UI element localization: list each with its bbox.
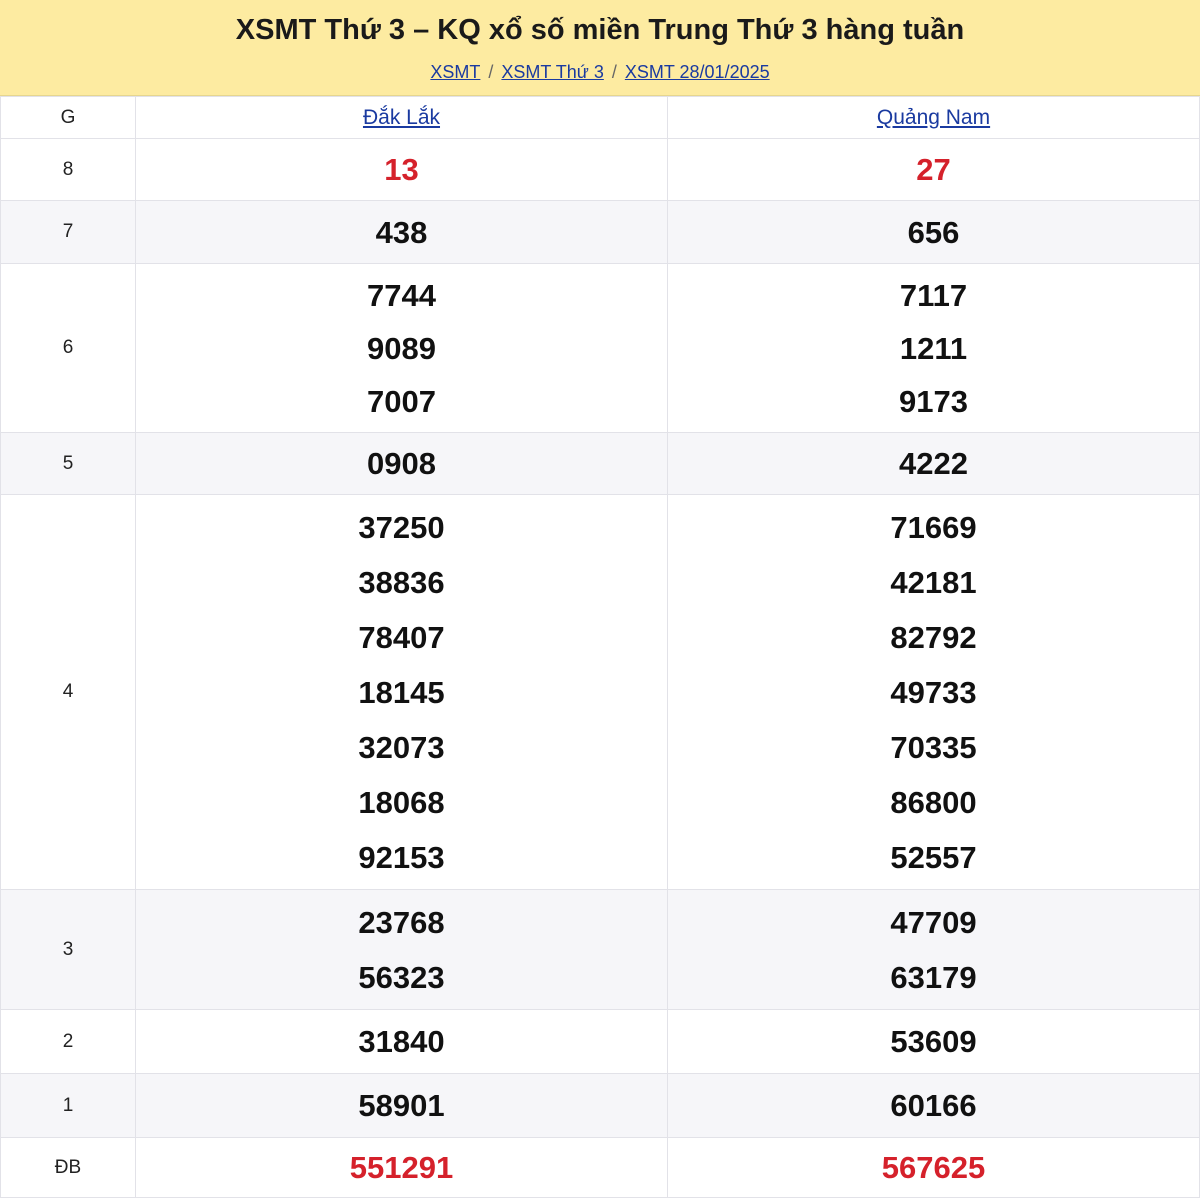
result-number: 567625 [881, 1150, 986, 1185]
results-table [0, 96, 1200, 1198]
result-number: 49733 [890, 674, 977, 710]
prize-label-cell [1, 1010, 136, 1074]
result-number: 0908 [367, 446, 436, 481]
result-number: 27 [916, 152, 951, 187]
prize-label-cell [1, 201, 136, 264]
prize-label-cell [1, 264, 136, 433]
result-number: 4222 [899, 446, 968, 481]
result-cell [668, 1138, 1200, 1198]
result-number: 78407 [358, 619, 445, 655]
prize-row-g6 [1, 264, 1200, 433]
result-number: 60166 [890, 1088, 977, 1123]
result-number: 32073 [358, 729, 445, 765]
prize-row-g2 [1, 1010, 1200, 1074]
prize-label: 4 [62, 681, 74, 702]
result-cell [668, 139, 1200, 201]
prize-row-db [1, 1138, 1200, 1198]
result-number: 438 [375, 214, 428, 250]
result-number: 53609 [890, 1024, 977, 1059]
result-cell [668, 495, 1200, 890]
result-cell [136, 495, 668, 890]
result-number: 63179 [890, 959, 977, 995]
breadcrumb-separator: / [488, 62, 494, 82]
breadcrumb-separator: / [611, 62, 617, 82]
result-number: 7744 [367, 277, 436, 313]
result-number: 551291 [349, 1150, 454, 1185]
result-cell [136, 890, 668, 1010]
result-number: 18145 [358, 674, 445, 710]
result-number: 656 [907, 214, 960, 250]
result-number: 9173 [899, 383, 968, 419]
result-number: 86800 [890, 784, 977, 820]
result-number: 47709 [890, 904, 977, 940]
result-number: 37250 [358, 509, 445, 545]
prize-row-g1 [1, 1074, 1200, 1138]
result-number: 58901 [358, 1088, 445, 1123]
prize-label: 7 [62, 221, 74, 242]
prize-label: 8 [62, 158, 74, 180]
page-header [0, 0, 1200, 96]
result-cell [136, 139, 668, 201]
result-number: 23768 [358, 904, 445, 940]
result-cell [668, 1010, 1200, 1074]
result-cell [668, 433, 1200, 495]
result-number: 70335 [890, 729, 977, 765]
result-cell [136, 201, 668, 264]
result-cell [668, 264, 1200, 433]
prize-column-header [1, 97, 136, 139]
result-cell [668, 890, 1200, 1010]
prize-row-g7 [1, 201, 1200, 264]
result-cell [136, 1074, 668, 1138]
result-cell [136, 433, 668, 495]
result-number: 92153 [358, 839, 445, 875]
table-header-row [1, 97, 1200, 139]
result-number: 7117 [899, 277, 968, 313]
province-header-cell [668, 97, 1200, 139]
result-number: 56323 [358, 959, 445, 995]
prize-label-cell [1, 495, 136, 890]
province-header-cell [136, 97, 668, 139]
result-number: 31840 [358, 1024, 445, 1059]
result-cell [136, 1138, 668, 1198]
breadcrumb [0, 60, 1200, 84]
result-number: 82792 [890, 619, 977, 655]
province-link-dak-lak[interactable]: Đắk Lắk [362, 105, 441, 129]
result-number: 7007 [367, 383, 436, 419]
page-title: XSMT Thứ 3 – KQ xổ số miền Trung Thứ 3 hàng tuần [235, 14, 965, 46]
prize-label: 5 [62, 452, 74, 474]
result-number: 13 [384, 152, 419, 187]
result-number: 71669 [890, 509, 977, 545]
result-cell [136, 264, 668, 433]
result-cell [668, 201, 1200, 264]
result-number: 52557 [890, 839, 977, 875]
prize-label-cell [1, 890, 136, 1010]
result-number: 42181 [890, 564, 977, 600]
prize-row-g8 [1, 139, 1200, 201]
province-link-quang-nam[interactable]: Quảng Nam [876, 105, 991, 129]
breadcrumb-link-xsmt-thu-3[interactable]: XSMT Thứ 3 [501, 62, 604, 82]
prize-label: 2 [62, 1030, 74, 1052]
prize-row-g3 [1, 890, 1200, 1010]
result-cell [136, 1010, 668, 1074]
result-cell [668, 1074, 1200, 1138]
prize-label-cell [1, 1074, 136, 1138]
prize-label: 6 [62, 337, 74, 358]
prize-label-cell [1, 139, 136, 201]
prize-column-header-label: G [60, 106, 76, 128]
result-number: 18068 [358, 784, 445, 820]
prize-label: ĐB [54, 1156, 82, 1178]
result-number: 1211 [899, 330, 968, 366]
prize-row-g5 [1, 433, 1200, 495]
breadcrumb-link-xsmt[interactable]: XSMT [430, 62, 481, 82]
result-number: 9089 [367, 330, 436, 366]
prize-label-cell [1, 1138, 136, 1198]
breadcrumb-link-xsmt-date[interactable]: XSMT 28/01/2025 [624, 62, 770, 82]
prize-row-g4 [1, 495, 1200, 890]
result-number: 38836 [358, 564, 445, 600]
prize-label-cell [1, 433, 136, 495]
prize-label: 1 [62, 1094, 74, 1116]
prize-label: 3 [62, 938, 74, 960]
